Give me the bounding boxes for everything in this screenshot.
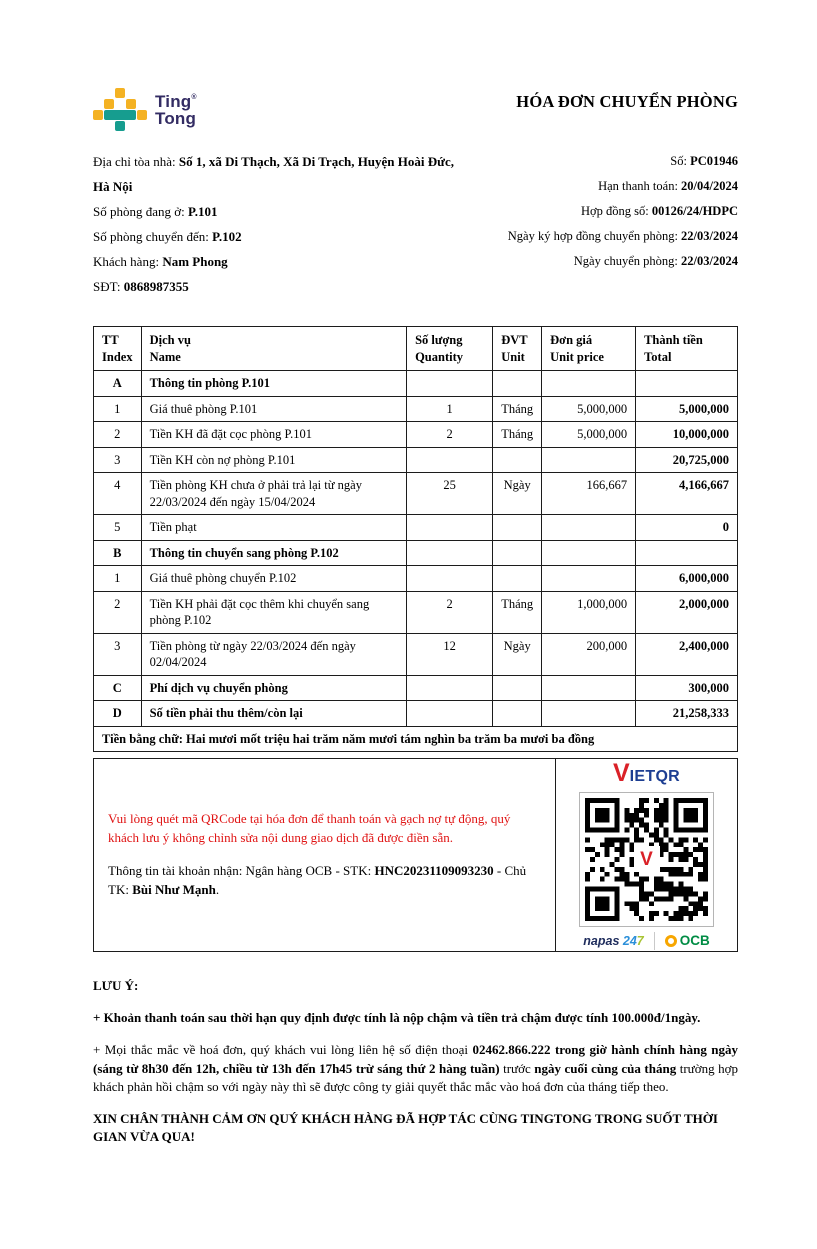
contract-sign-date-value: 22/03/2024 [681,229,738,243]
contact-note: + Mọi thắc mắc về hoá đơn, quý khách vui lòng liên hệ số điện thoại 02462.866.222 trong giờ hành chính hàng ngày (sáng từ 8h30 đến 12h, chiều từ 13h đến 17h45 trừ sáng thứ 2 hàng tuần) trước ngày cuối cùng của tháng trường hợp khách phản hồi chậm so với ngày này thì sẽ được công ty giải quyết thắc mắc vào hoá đơn của tháng tiếp theo. [93,1042,739,1094]
cell-price [542,371,636,397]
cell-tt: 1 [94,566,142,592]
cell-total: 10,000,000 [636,422,738,448]
transfer-date-value: 22/03/2024 [681,254,738,268]
transfer-date-label: Ngày chuyển phòng: [573,254,682,268]
header-tt: TT Index [94,327,142,371]
notes-heading: LƯU Ý: [93,978,139,993]
cell-qty [407,701,493,727]
phone-value: 0868987355 [123,279,189,294]
transfer-date-row [478,249,738,274]
cell-qty [407,540,493,566]
brand-logo [93,86,197,131]
cell-price: 1,000,000 [542,591,636,633]
cell-name: Tiền phạt [141,515,406,541]
account-number: HNC20231109093230 [374,863,494,878]
customer-label: Khách hàng: [93,254,163,269]
qr-scan-note: Vui lòng quét mã QRCode tại hóa đơn để thanh toán và gạch nợ tự động, quý khách lưu ý không chỉnh sửa nội dung giao dịch đã được điền sẵn. [108,811,511,846]
cell-price [542,675,636,701]
brand-name-bottom: Tong [155,109,197,128]
account-end: . [215,881,220,897]
cell-unit: Tháng [493,591,542,633]
table-row-section-b [94,540,738,566]
brand-wordmark [155,89,197,127]
tingtong-logo-icon [93,88,147,131]
target-room-label: Số phòng chuyển đến: [93,229,213,244]
cell-qty [407,515,493,541]
cell-price: 5,000,000 [542,422,636,448]
cell-unit: Tháng [493,422,542,448]
invoice-table [93,326,738,752]
cell-name: Tiền KH đã đặt cọc phòng P.101 [141,422,406,448]
header-total: Thành tiền Total [636,327,738,371]
cell-total: 5,000,000 [636,396,738,422]
due-date-label: Hạn thanh toán: [598,179,682,193]
ocb-ring-icon [665,935,677,947]
contract-number-value: 00126/24/HDPC [651,204,738,218]
cell-name: Giá thuê phòng P.101 [141,396,406,422]
invoice-page [93,86,738,1146]
account-mid-label: - Chủ TK: [108,863,527,897]
contract-number-row [478,199,738,224]
current-room-row [93,199,465,224]
header-service: Dịch vụ Name [141,327,406,371]
cell-price: 166,667 [542,473,636,515]
invoice-number-value: PC01946 [690,154,738,168]
cell-tt: C [94,675,142,701]
cell-qty: 1 [407,396,493,422]
cell-unit: Ngày [493,473,542,515]
building-address-row [93,149,465,199]
table-row-a4 [94,473,738,515]
cell-tt: 4 [94,473,142,515]
cell-unit [493,371,542,397]
cell-unit [493,515,542,541]
cell-qty: 12 [407,633,493,675]
cell-total: 21,258,333 [636,701,738,727]
contract-sign-date-label: Ngày ký hợp đồng chuyển phòng: [507,229,682,243]
contract-number-label: Hợp đồng số: [581,204,652,218]
cell-tt: 2 [94,422,142,448]
cell-price [542,566,636,592]
table-row-section-c [94,675,738,701]
phone-row [93,274,465,299]
cell-unit: Tháng [493,396,542,422]
cell-qty [407,566,493,592]
header-unit: ĐVT Unit [493,327,542,371]
cell-name: Số tiền phải thu thêm/còn lại [141,701,406,727]
table-row-b3 [94,633,738,675]
late-payment-note: + Khoản thanh toán sau thời hạn quy định được tính là nộp chậm và tiền trả chậm được tính 100.000đ/1ngày. [93,1010,701,1026]
cell-tt: B [94,540,142,566]
invoice-title: HÓA ĐƠN CHUYỂN PHÒNG [516,92,738,111]
table-row-b2 [94,591,738,633]
cell-tt: 5 [94,515,142,541]
table-row-a5 [94,515,738,541]
invoice-info [93,149,738,299]
cell-qty [407,371,493,397]
table-row-section-d [94,701,738,727]
cell-unit [493,566,542,592]
cell-tt: D [94,701,142,727]
cell-unit [493,540,542,566]
cell-tt: A [94,371,142,397]
building-address-label: Địa chỉ tòa nhà: [93,154,179,169]
table-row-section-a [94,371,738,397]
amount-in-words-row [94,726,738,752]
qr-panel [555,759,737,951]
cell-total [636,540,738,566]
invoice-number-label: Số: [670,154,691,168]
cell-total [636,371,738,397]
due-date-value: 20/04/2024 [681,179,738,193]
payment-network-logos [583,932,709,950]
current-room-value: P.101 [188,204,218,219]
cell-qty [407,675,493,701]
customer-row [93,249,465,274]
cell-total: 4,166,667 [636,473,738,515]
cell-tt: 1 [94,396,142,422]
header-right [418,86,738,112]
table-row-b1 [94,566,738,592]
footer-notes [93,977,738,1146]
cell-name: Tiền KH còn nợ phòng P.101 [141,447,406,473]
registered-mark: ® [191,94,197,101]
customer-value: Nam Phong [162,254,228,269]
cell-unit [493,701,542,727]
cell-unit [493,675,542,701]
receiving-account-info [108,862,539,900]
cell-total: 2,400,000 [636,633,738,675]
vietqr-logo: VIETQR [612,758,681,787]
phone-label: SĐT: [93,279,124,294]
thank-you-message: XIN CHÂN THÀNH CẢM ƠN QUÝ KHÁCH HÀNG ĐÃ HỢP TÁC CÙNG TINGTONG TRONG SUỐT THỜI GIAN VỪA QUA! [93,1110,718,1145]
header-quantity: Số lượng Quantity [407,327,493,371]
cell-total: 20,725,000 [636,447,738,473]
header [93,86,738,131]
cell-total: 6,000,000 [636,566,738,592]
cell-price: 200,000 [542,633,636,675]
cell-unit: Ngày [493,633,542,675]
building-address-value: Số 1, xã Di Thạch, Xã Di Trạch, Huyện Hoài Đức, Hà Nội [93,154,454,194]
cell-name: Phí dịch vụ chuyển phòng [141,675,406,701]
account-label: Thông tin tài khoản nhận: Ngân hàng OCB - STK: [108,863,375,878]
due-date-row [478,174,738,199]
cell-price: 5,000,000 [542,396,636,422]
cell-name: Tiền KH phải đặt cọc thêm khi chuyển sang phòng P.102 [141,591,406,633]
cell-total: 300,000 [636,675,738,701]
account-holder: Bùi Như Mạnh [132,881,216,897]
target-room-value: P.102 [212,229,242,244]
cell-qty: 2 [407,591,493,633]
payment-instructions [94,759,555,951]
cell-name: Tiền phòng từ ngày 22/03/2024 đến ngày 02/04/2024 [141,633,406,675]
cell-name: Tiền phòng KH chưa ở phải trả lại từ ngày 22/03/2024 đến ngày 15/04/2024 [141,473,406,515]
cell-total: 2,000,000 [636,591,738,633]
contract-sign-date-row [478,224,738,249]
info-right-column [478,149,738,299]
cell-price [542,447,636,473]
napas-247-logo: napas 247 [583,933,644,948]
info-left-column [93,149,465,299]
cell-total: 0 [636,515,738,541]
cell-tt: 3 [94,447,142,473]
target-room-row [93,224,465,249]
table-row-a3 [94,447,738,473]
cell-qty: 25 [407,473,493,515]
table-row-a1 [94,396,738,422]
cell-name: Thông tin chuyển sang phòng P.102 [141,540,406,566]
cell-unit [493,447,542,473]
cell-name: Giá thuê phòng chuyển P.102 [141,566,406,592]
cell-price [542,515,636,541]
header-unit-price: Đơn giá Unit price [542,327,636,371]
logo-divider [654,932,655,950]
qr-center-logo: V [634,846,660,872]
cell-tt: 3 [94,633,142,675]
cell-price [542,701,636,727]
cell-tt: 2 [94,591,142,633]
ocb-bank-logo: OCB [665,933,710,948]
table-header-row [94,327,738,371]
payment-box [93,758,738,952]
brand-name-top: Ting [155,92,192,111]
invoice-number-row [478,149,738,174]
cell-name: Thông tin phòng P.101 [141,371,406,397]
table-row-a2 [94,422,738,448]
cell-qty [407,447,493,473]
cell-qty: 2 [407,422,493,448]
current-room-label: Số phòng đang ở: [93,204,188,219]
qr-code [579,792,714,927]
cell-price [542,540,636,566]
amount-in-words: Tiền bằng chữ: Hai mươi mốt triệu hai trăm năm mươi tám nghìn ba trăm ba mươi ba đồng [94,726,738,752]
